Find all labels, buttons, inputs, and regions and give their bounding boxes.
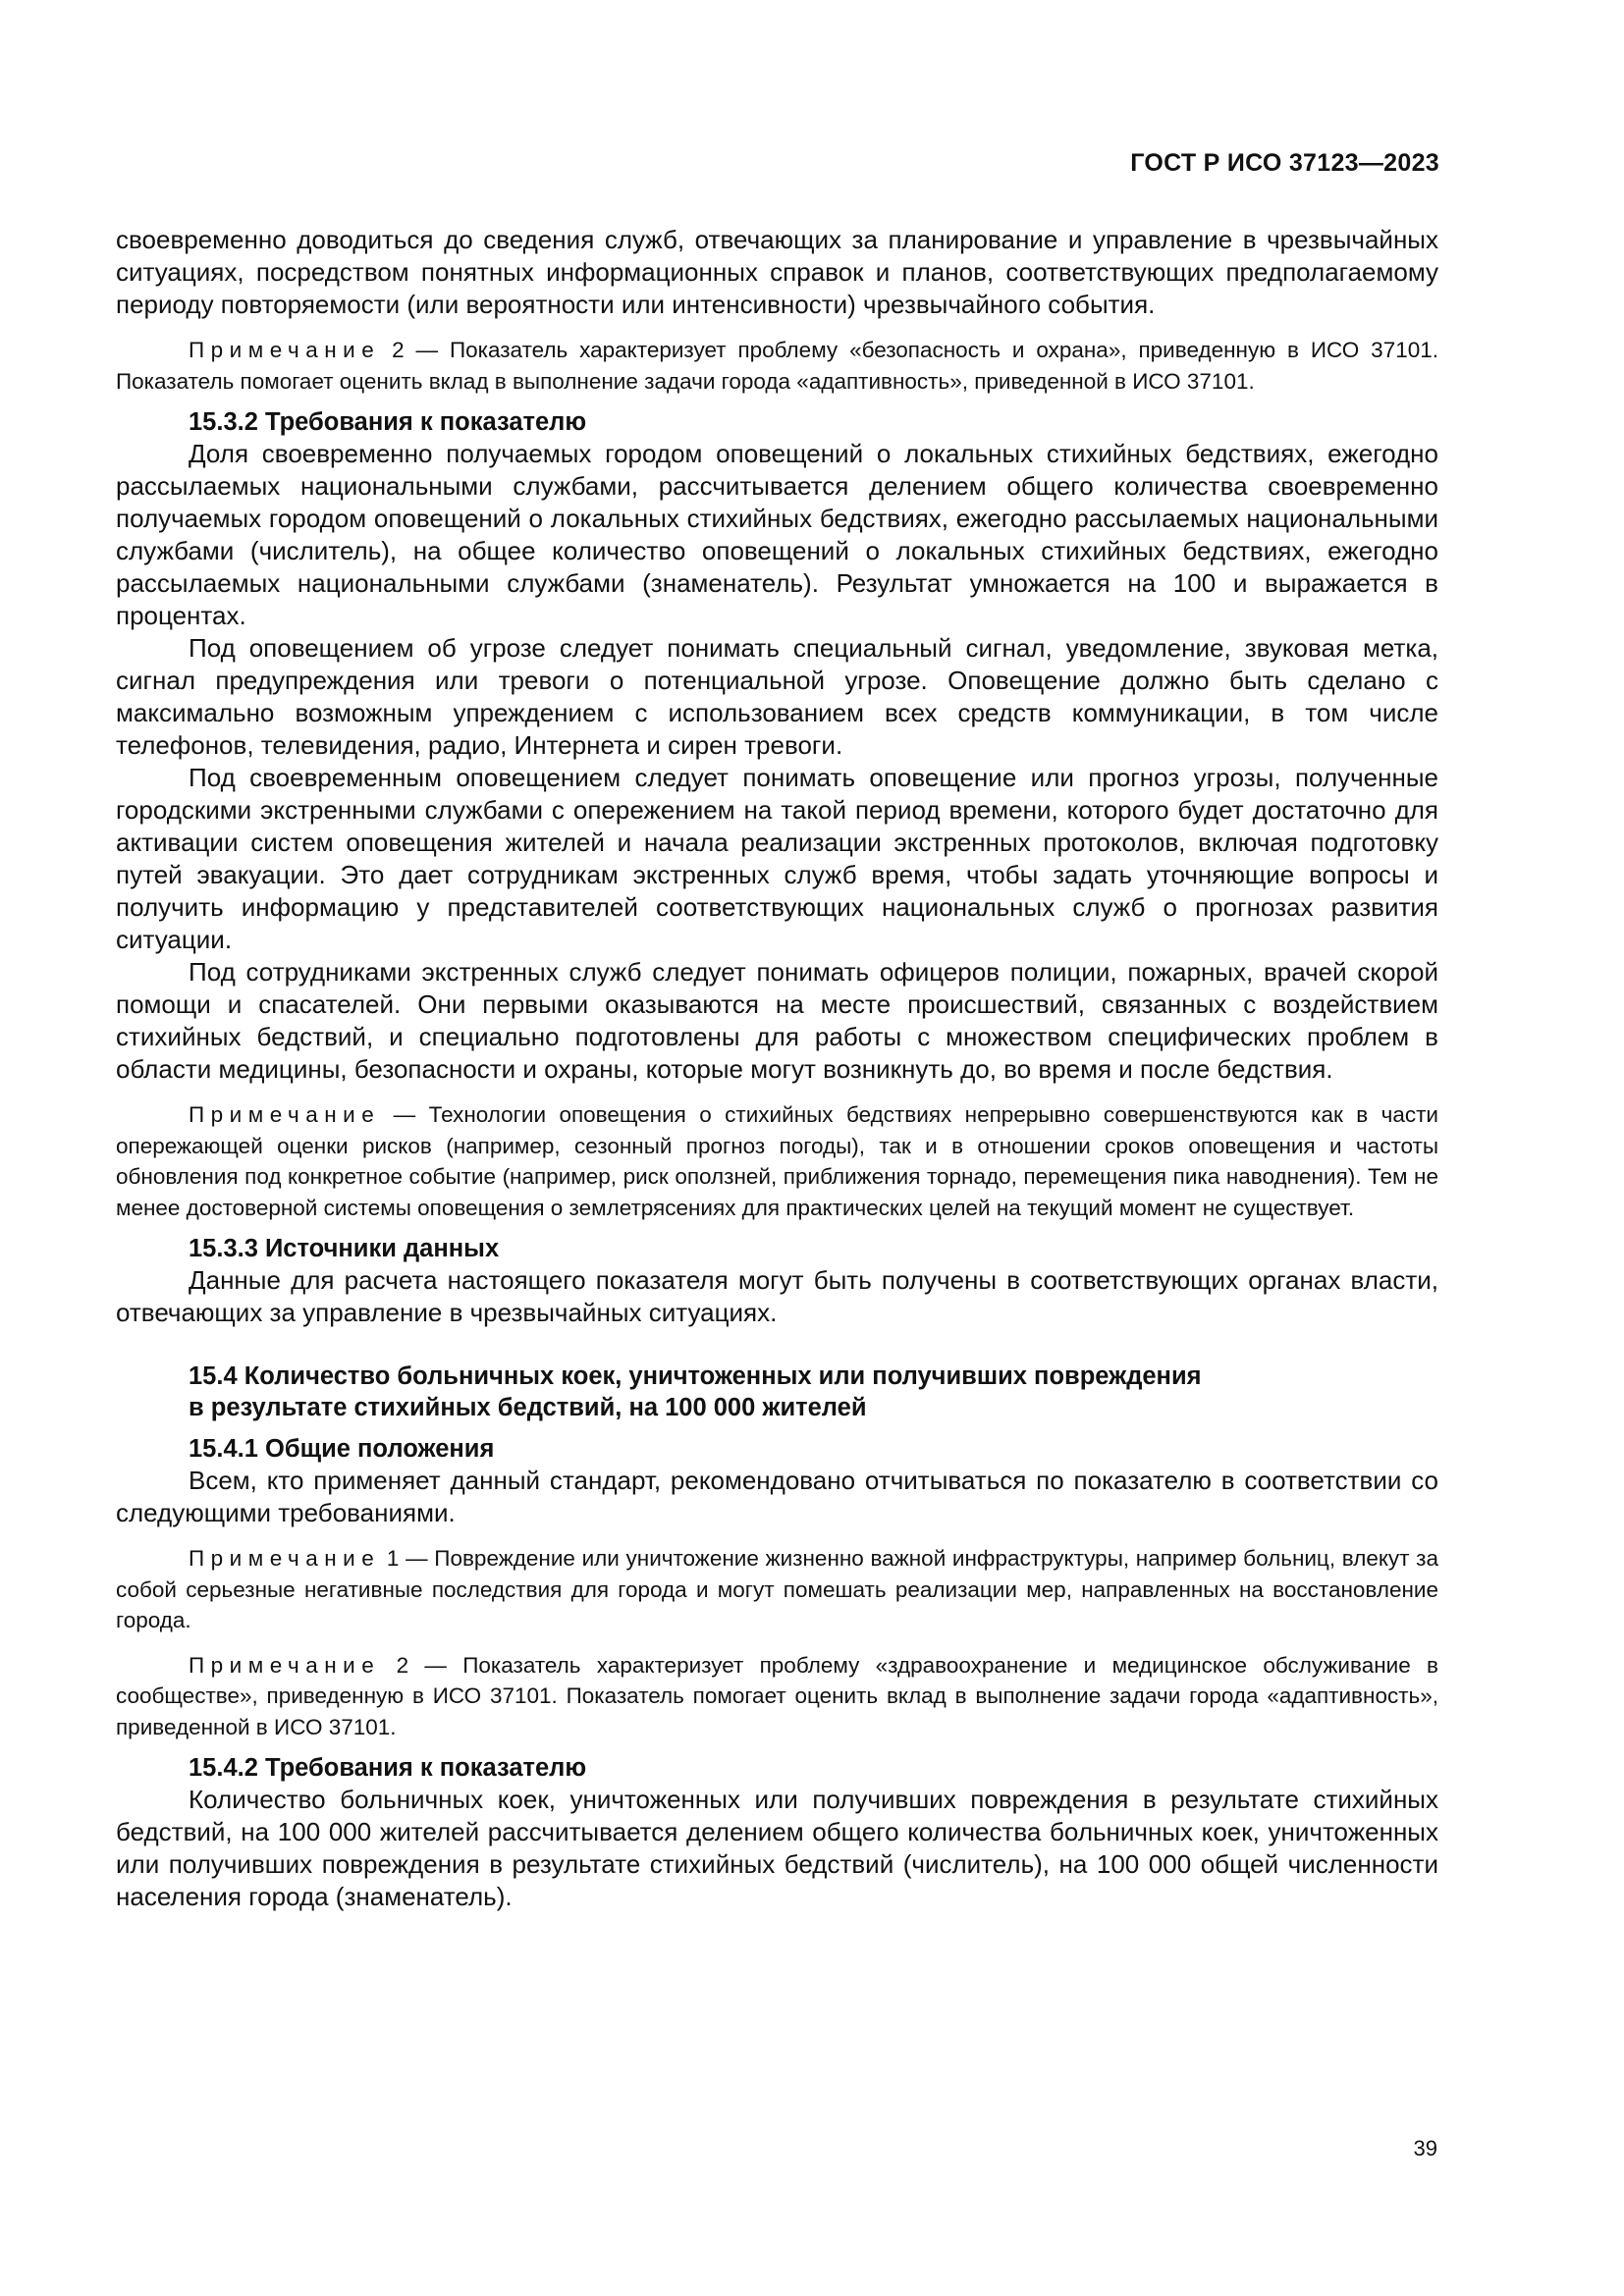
note-label: Примечание xyxy=(189,1546,381,1571)
paragraph-15-4-1-general: Всем, кто применяет данный стандарт, рекомендовано отчитываться по показателю в соответствии со следующими требованиями. xyxy=(116,1466,1438,1527)
heading-15-4 xyxy=(116,1361,1438,1423)
paragraph-15-3-2-emergency-staff: Под сотрудниками экстренных служб следует понимать офицеров полиции, пожарных, врачей скорой помощи и спасателей. Они первыми оказываются на месте происшествий, связанных с воздействием стихийных бедствий, и специально подготовлены для работы с множеством специфических проблем в области медицины, безопасности и охраны, которые могут возникнуть до, во время и после бедствия. xyxy=(116,957,1438,1084)
note-critical-infrastructure xyxy=(116,1543,1438,1636)
heading-15-3-2: 15.3.2 Требования к показателю xyxy=(189,408,587,436)
note-label: Примечание xyxy=(189,338,381,362)
heading-15-4-line-1: 15.4 Количество больничных коек, уничтоженных или получивших повреждения xyxy=(189,1362,1202,1390)
note-label: Примечание xyxy=(189,1102,381,1127)
paragraph-intro-continuation: своевременно доводиться до сведения служб, отвечающих за планирование и управление в чрезвычайных ситуациях, посредством понятных информационных справок и планов, соответствующих предполагаемому периоду повторяемости (или вероятности или интенсивности) чрезвычайного события. xyxy=(116,225,1438,319)
paragraph-15-4-2-formula: Количество больничных коек, уничтоженных или получивших повреждения в результате стихийных бедствий, на 100 000 жителей рассчитывается делением общего количества больничных коек, уничтоженных или получивших повреждения в результате стихийных бедствий (числитель), на 100 000 общей численности населения города (знаменатель). xyxy=(116,1785,1438,1911)
document-standard-id: ГОСТ Р ИСО 37123—2023 xyxy=(1130,149,1439,177)
note-label: Примечание xyxy=(189,1652,381,1678)
note-text: 2 — Показатель характеризует проблему «безопасность и охрана», приведенную в ИСО 37101. Показатель помогает оценить вклад в выполнение задачи города «адаптивность», приведенной в ИСО 37101. xyxy=(116,338,1438,394)
heading-15-4-2: 15.4.2 Требования к показателю xyxy=(189,1754,587,1782)
document-body xyxy=(116,224,1438,1913)
paragraph-15-3-3-data-sources: Данные для расчета настоящего показателя могут быть получены в соответствующих органах власти, отвечающих за управление в чрезвычайных ситуациях. xyxy=(116,1265,1438,1327)
note-healthcare xyxy=(116,1650,1438,1743)
note-text: 1 — Повреждение или уничтожение жизненно важной инфраструктуры, например больниц, влекут за собой серьезные негативные последствия для города и могут помешать реализации мер, направленных на восстановление города. xyxy=(116,1546,1438,1632)
heading-15-3-3: 15.3.3 Источники данных xyxy=(189,1235,500,1262)
note-alert-technologies xyxy=(116,1099,1438,1223)
heading-15-4-1: 15.4.1 Общие положения xyxy=(189,1435,495,1463)
page-number: 39 xyxy=(1413,2136,1437,2161)
paragraph-15-3-2-timely-alert: Под своевременным оповещением следует понимать оповещение или прогноз угрозы, полученные городскими экстренными службами с опережением на такой период времени, которого будет достаточно для активации систем оповещения жителей и начала реализации экстренных протоколов, включая подготовку путей эвакуации. Это дает сотрудникам экстренных служб время, чтобы задать уточняющие вопросы и получить информацию у представителей соответствующих национальных служб о прогнозах развития ситуации. xyxy=(116,763,1438,954)
paragraph-15-3-2-formula: Доля своевременно получаемых городом оповещений о локальных стихийных бедствиях, ежегодно рассылаемых национальными службами, рассчитывается делением общего количества своевременно получаемых городом оповещений о локальных стихийных бедствиях, ежегодно рассылаемых национальными службами (числитель), на общее количество оповещений о локальных стихийных бедствиях, ежегодно рассылаемых национальными службами (знаменатель). Результат умножается на 100 и выражается в процентах. xyxy=(116,439,1438,630)
note-text: — Технологии оповещения о стихийных бедствиях непрерывно совершенствуются как в части опережающей оценки рисков (например, сезонный прогноз погоды), так и в отношении сроков оповещения и частоты обновления под конкретное событие (например, риск оползней, приближения торнадо, перемещения пика наводнения). Тем не менее достоверной системы оповещения о землетрясениях для практических целей на текущий момент не существует. xyxy=(116,1102,1438,1220)
note-text: 2 — Показатель характеризует проблему «здравоохранение и медицинское обслуживание в сообществе», приведенную в ИСО 37101. Показатель помогает оценить вклад в выполнение задачи города «адаптивность», приведенной в ИСО 37101. xyxy=(116,1652,1438,1739)
heading-15-4-line-2: в результате стихийных бедствий, на 100 000 жителей xyxy=(189,1394,867,1421)
paragraph-15-3-2-alert-definition: Под оповещением об угрозе следует понимать специальный сигнал, уведомление, звуковая метка, сигнал предупреждения или тревоги о потенциальной угрозе. Оповещение должно быть сделано с максимально возможным упреждением с использованием всех средств коммуникации, в том числе телефонов, телевидения, радио, Интернета и сирен тревоги. xyxy=(116,633,1438,760)
note-safety-security xyxy=(116,335,1438,397)
